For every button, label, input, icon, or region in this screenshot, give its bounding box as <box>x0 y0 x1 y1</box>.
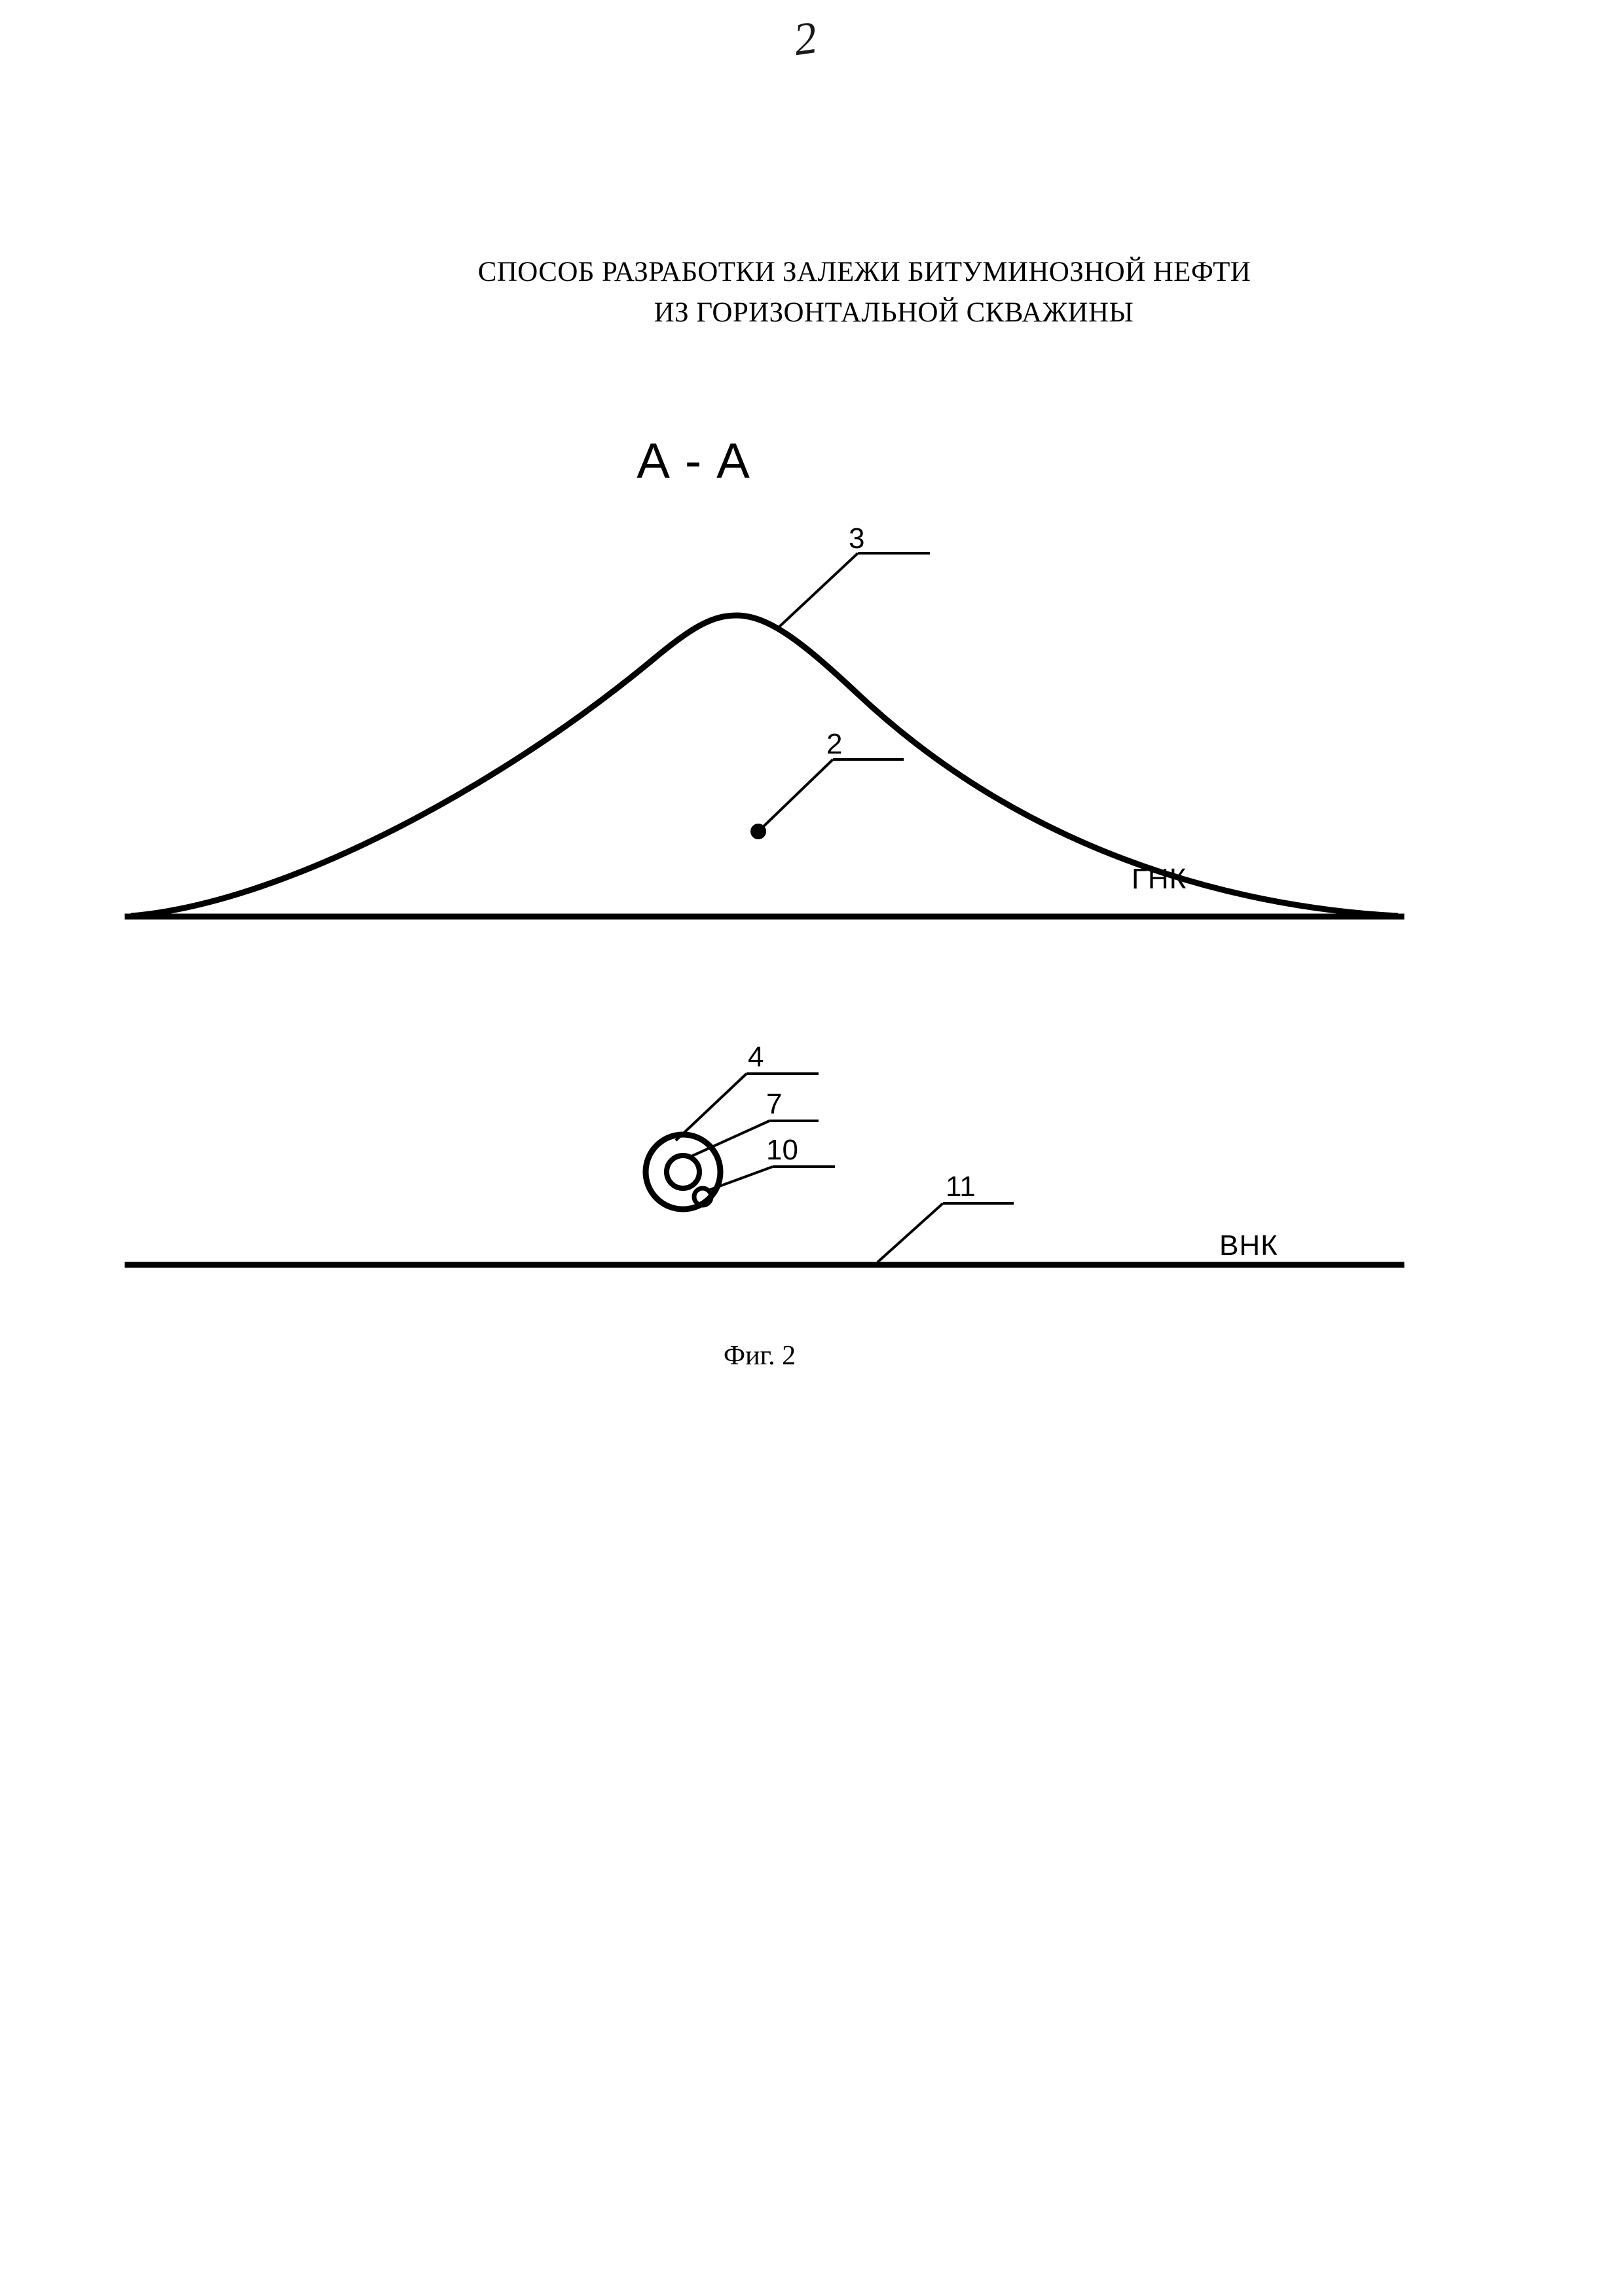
callout-label-4: 4 <box>748 1041 764 1073</box>
callout-label-7: 7 <box>766 1088 783 1120</box>
leader-line-3 <box>776 553 858 630</box>
leader-line-4 <box>676 1074 747 1140</box>
callout-label-2: 2 <box>826 728 843 760</box>
page-title-line-2: ИЗ ГОРИЗОНТАЛЬНОЙ СКВАЖИНЫ <box>654 297 1134 328</box>
dome-cap-rock-curve <box>131 615 1398 916</box>
page-title-line-1: СПОСОБ РАЗРАБОТКИ ЗАЛЕЖИ БИТУМИНОЗНОЙ НЕФТИ <box>477 257 1251 287</box>
water-oil-contact-label: ВНК <box>1219 1230 1278 1262</box>
page-number: 2 <box>790 12 821 66</box>
callout-label-3: 3 <box>849 522 865 555</box>
figure-caption: Фиг. 2 <box>723 1341 796 1371</box>
section-view-label: A - A <box>637 433 752 489</box>
callout-label-10: 10 <box>766 1134 798 1166</box>
gas-oil-contact-label: ГНК <box>1132 863 1187 895</box>
leader-line-11 <box>877 1203 943 1262</box>
leader-line-2 <box>758 759 833 831</box>
callout-label-11: 11 <box>946 1171 976 1203</box>
tubing-circle-7 <box>667 1156 699 1188</box>
